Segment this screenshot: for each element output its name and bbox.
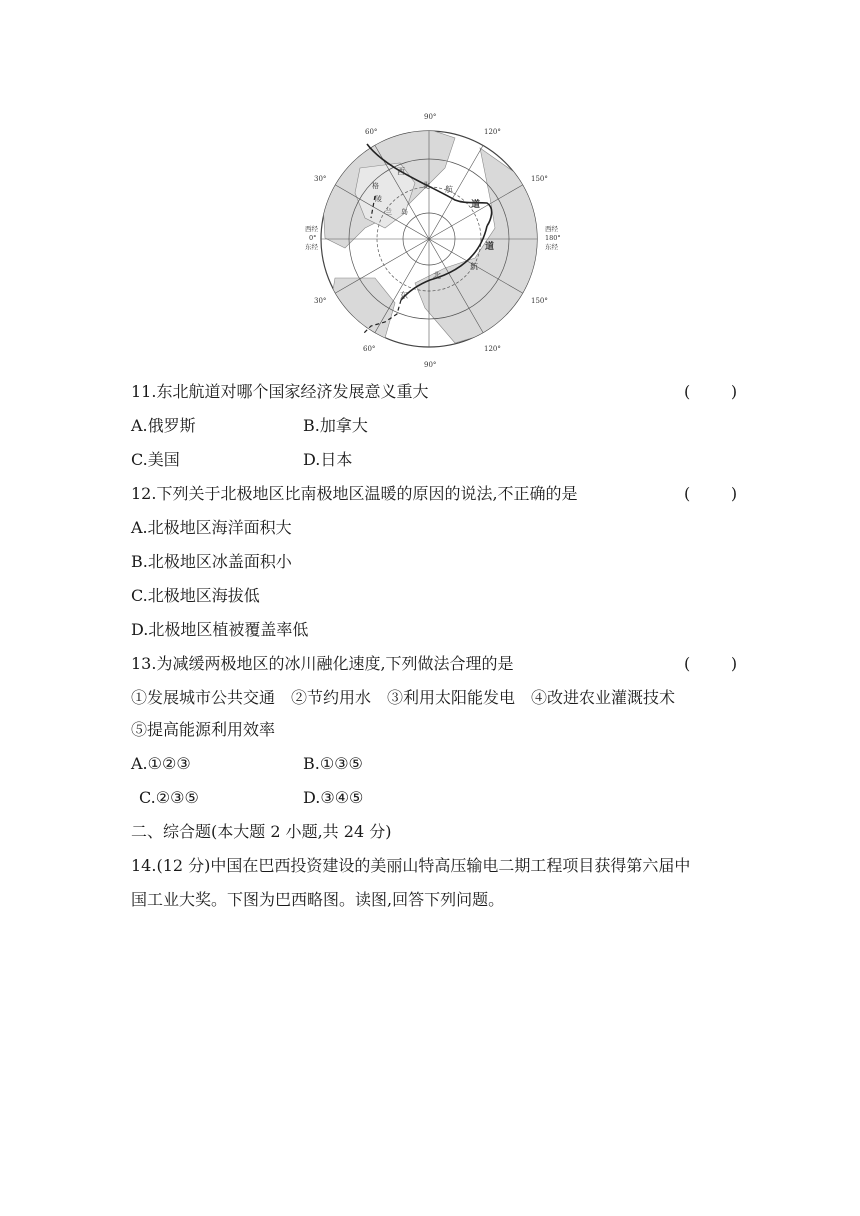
west-label-3: 东经 [305,243,318,251]
ne-route-char-2: 北 [433,271,441,280]
q13-option-c: C.②③⑤ [139,788,199,807]
q12-option-b: B.北极地区冰盖面积小 [131,552,292,571]
lon-label-left-4: 60° [363,345,376,353]
lon-label-left-2: 30° [314,175,327,183]
nw-route-char-2: 北 [422,181,430,190]
nw-route-char-1: 西 [397,167,405,176]
q12-option-c: C.北极地区海拔低 [131,586,260,605]
ne-route-char-3: 航 [470,262,478,271]
lon-label-left-3: 30° [314,297,327,305]
q12-option-d: D.北极地区植被覆盖率低 [131,620,309,639]
lon-label-right-4: 120° [484,345,501,353]
lon-label-right-1: 120° [484,128,501,136]
q13-option-a: A.①②③ [131,754,191,773]
east-label-2: 180° [545,234,561,242]
q11-option-c: C.美国 [131,450,180,469]
q11-option-a: A.俄罗斯 [131,416,196,435]
q11-option-b: B.加拿大 [303,416,368,435]
q11-stem: 11.东北航道对哪个国家经济发展意义重大 [131,382,429,401]
q13-option-d: D.③④⑤ [303,788,364,807]
q14-line2: 国工业大奖。下图为巴西略图。读图,回答下列问题。 [131,890,505,909]
q14-line1: 14.(12 分)中国在巴西投资建设的美丽山特高压输电二期工程项目获得第六届中 [131,856,691,875]
q12-answer-paren: ( ) [684,484,738,503]
nw-route-char-4: 道 [471,200,481,210]
ne-route-char-4: 道 [485,242,495,252]
q13-items-line1: ①发展城市公共交通 ②节约用水 ③利用太阳能发电 ④改进农业灌溉技术 [131,688,676,707]
west-label-2: 0° [309,234,317,242]
greenland-char-3: 兰 [385,208,392,216]
greenland-char-1: 格 [372,182,379,190]
east-label-1: 西经 [545,225,558,233]
nw-route-char-3: 航 [445,185,453,194]
west-label-1: 西经 [305,225,318,233]
q12-stem: 12.下列关于北极地区比南极地区温暖的原因的说法,不正确的是 [131,484,578,503]
east-label-3: 东经 [545,243,558,251]
greenland-char-4: 岛 [401,208,408,216]
ne-route-char-1: 东 [400,291,408,300]
lon-top-label: 90° [424,113,437,121]
q12-option-a: A.北极地区海洋面积大 [131,518,292,537]
arctic-polar-map [305,108,567,370]
section2-title: 二、综合题(本大题 2 小题,共 24 分) [131,822,392,841]
q11-option-d: D.日本 [303,450,353,469]
lon-bottom-label: 90° [424,361,437,369]
q13-items-line2: ⑤提高能源利用效率 [131,720,276,739]
q13-answer-paren: ( ) [684,654,738,673]
q11-answer-paren: ( ) [684,382,738,401]
lon-label-right-2: 150° [531,175,548,183]
lon-label-left-1: 60° [365,128,378,136]
arctic-map-svg [305,108,567,370]
greenland-char-2: 陵 [375,195,382,203]
lon-label-right-3: 150° [531,297,548,305]
q13-stem: 13.为减缓两极地区的冰川融化速度,下列做法合理的是 [131,654,514,673]
q13-option-b: B.①③⑤ [303,754,363,773]
